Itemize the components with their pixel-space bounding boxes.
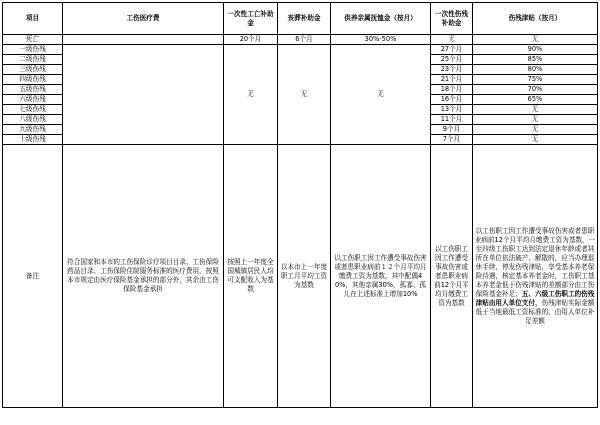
header-item: 项目: [3, 3, 63, 35]
header-disability-lump: 一次性伤残补助金: [431, 3, 473, 35]
level-label: 九级伤残: [3, 125, 63, 135]
level-disability-lump: 23个月: [431, 65, 473, 75]
level-label: 四级伤残: [3, 75, 63, 85]
level-label: 二级伤残: [3, 55, 63, 65]
level-disability-lump: 27个月: [431, 45, 473, 55]
notes-row: [3, 145, 598, 408]
header-medical: 工伤医疗费: [63, 3, 224, 35]
level-disability-allowance: 无: [473, 125, 598, 135]
notes-label: 备注: [3, 145, 63, 408]
notes-dependent: 以工伤职工因工作遭受事故伤害或者患职业病前１２个月平均月缴费工资为基数，其中配偶40%，其他亲属30%，孤寡、孤儿在上述标准上增加10%: [331, 145, 431, 408]
notes-medical: 符合国家和本市的工伤保险诊疗项目目录、工伤保险药品目录、工伤保险住院服务标准的医疗费用，按照本市规定由医疗保险基金承担的部分外，其余由工伤保险基金承担: [63, 145, 224, 408]
death-disability-allowance: 无: [473, 35, 598, 45]
notes-disability-allowance: [473, 145, 598, 408]
death-funeral: 6个月: [278, 35, 331, 45]
level-label: 十级伤残: [3, 135, 63, 145]
levels-lump-sum-merged: 无: [224, 45, 278, 145]
levels-funeral-merged: 无: [278, 45, 331, 145]
level-disability-allowance: 80%: [473, 65, 598, 75]
level-label: 六级伤残: [3, 95, 63, 105]
death-dependent: 30%-50%: [331, 35, 431, 45]
level-disability-allowance: 无: [473, 115, 598, 125]
notes-funeral: 以本市上一年度职工月平均工资为基数: [278, 145, 331, 408]
level-disability-lump: 18个月: [431, 85, 473, 95]
level-disability-lump: 9个月: [431, 125, 473, 135]
level-label: 五级伤残: [3, 85, 63, 95]
header-dependent: 供养亲属抚恤金（按月）: [331, 3, 431, 35]
death-disability-lump: 无: [431, 35, 473, 45]
death-row: [3, 35, 598, 45]
level-label: 七级伤残: [3, 105, 63, 115]
notes-allowance-part1: 以工伤职工因工作遭受事故伤害或者患职业病前12个月平均月缴费工资为基数，一至四级工伤职工达到法定退休年龄或者其所在单位依法破产、解散的，应当办理退休手续，停发伤残津贴，享受基本养老保险待遇，核定基本养老金时，工伤职工基本养老金低于伤残津贴的差额部分由工伤保险基金补足；: [474, 226, 596, 298]
level-label: 八级伤残: [3, 115, 63, 125]
notes-allowance-bold: 五、六级工伤职工的伤残津贴由用人单位支付，: [475, 289, 595, 307]
level-row: [3, 45, 598, 55]
notes-lump-sum: 按照上一年度全国城镇居民人均可支配收入为基数: [224, 145, 278, 408]
level-disability-lump: 21个月: [431, 75, 473, 85]
header-row: [3, 3, 598, 35]
level-label: 三级伤残: [3, 65, 63, 75]
header-lump-sum: 一次性工亡补助金: [224, 3, 278, 35]
header-funeral: 丧葬补助金: [278, 3, 331, 35]
level-disability-lump: 13个月: [431, 105, 473, 115]
header-disability-allowance: 伤残津贴（按月）: [473, 3, 598, 35]
level-disability-lump: 7个月: [431, 135, 473, 145]
level-disability-allowance: 65%: [473, 95, 598, 105]
death-label: 死亡: [3, 35, 63, 45]
levels-medical-merged: [63, 45, 224, 145]
level-disability-allowance: 无: [473, 105, 598, 115]
level-disability-allowance: 无: [473, 135, 598, 145]
death-lump-sum: 20个月: [224, 35, 278, 45]
notes-allowance-part2: 伤残津贴实际金额低于当地最低工资标准的，由用人单位补足差额: [475, 298, 595, 325]
death-medical: [63, 35, 224, 45]
level-disability-lump: 25个月: [431, 55, 473, 65]
notes-disability-lump: 以工伤职工因工作遭受事故伤害或者患职业病前12个月平均月缴费工资为基数: [431, 145, 473, 408]
level-disability-allowance: 85%: [473, 55, 598, 65]
level-label: 一级伤残: [3, 45, 63, 55]
injury-benefits-table: [2, 2, 598, 408]
level-disability-lump: 16个月: [431, 95, 473, 105]
levels-dependent-merged: 无: [331, 45, 431, 145]
level-disability-lump: 11个月: [431, 115, 473, 125]
level-disability-allowance: 75%: [473, 75, 598, 85]
level-disability-allowance: 90%: [473, 45, 598, 55]
level-disability-allowance: 70%: [473, 85, 598, 95]
